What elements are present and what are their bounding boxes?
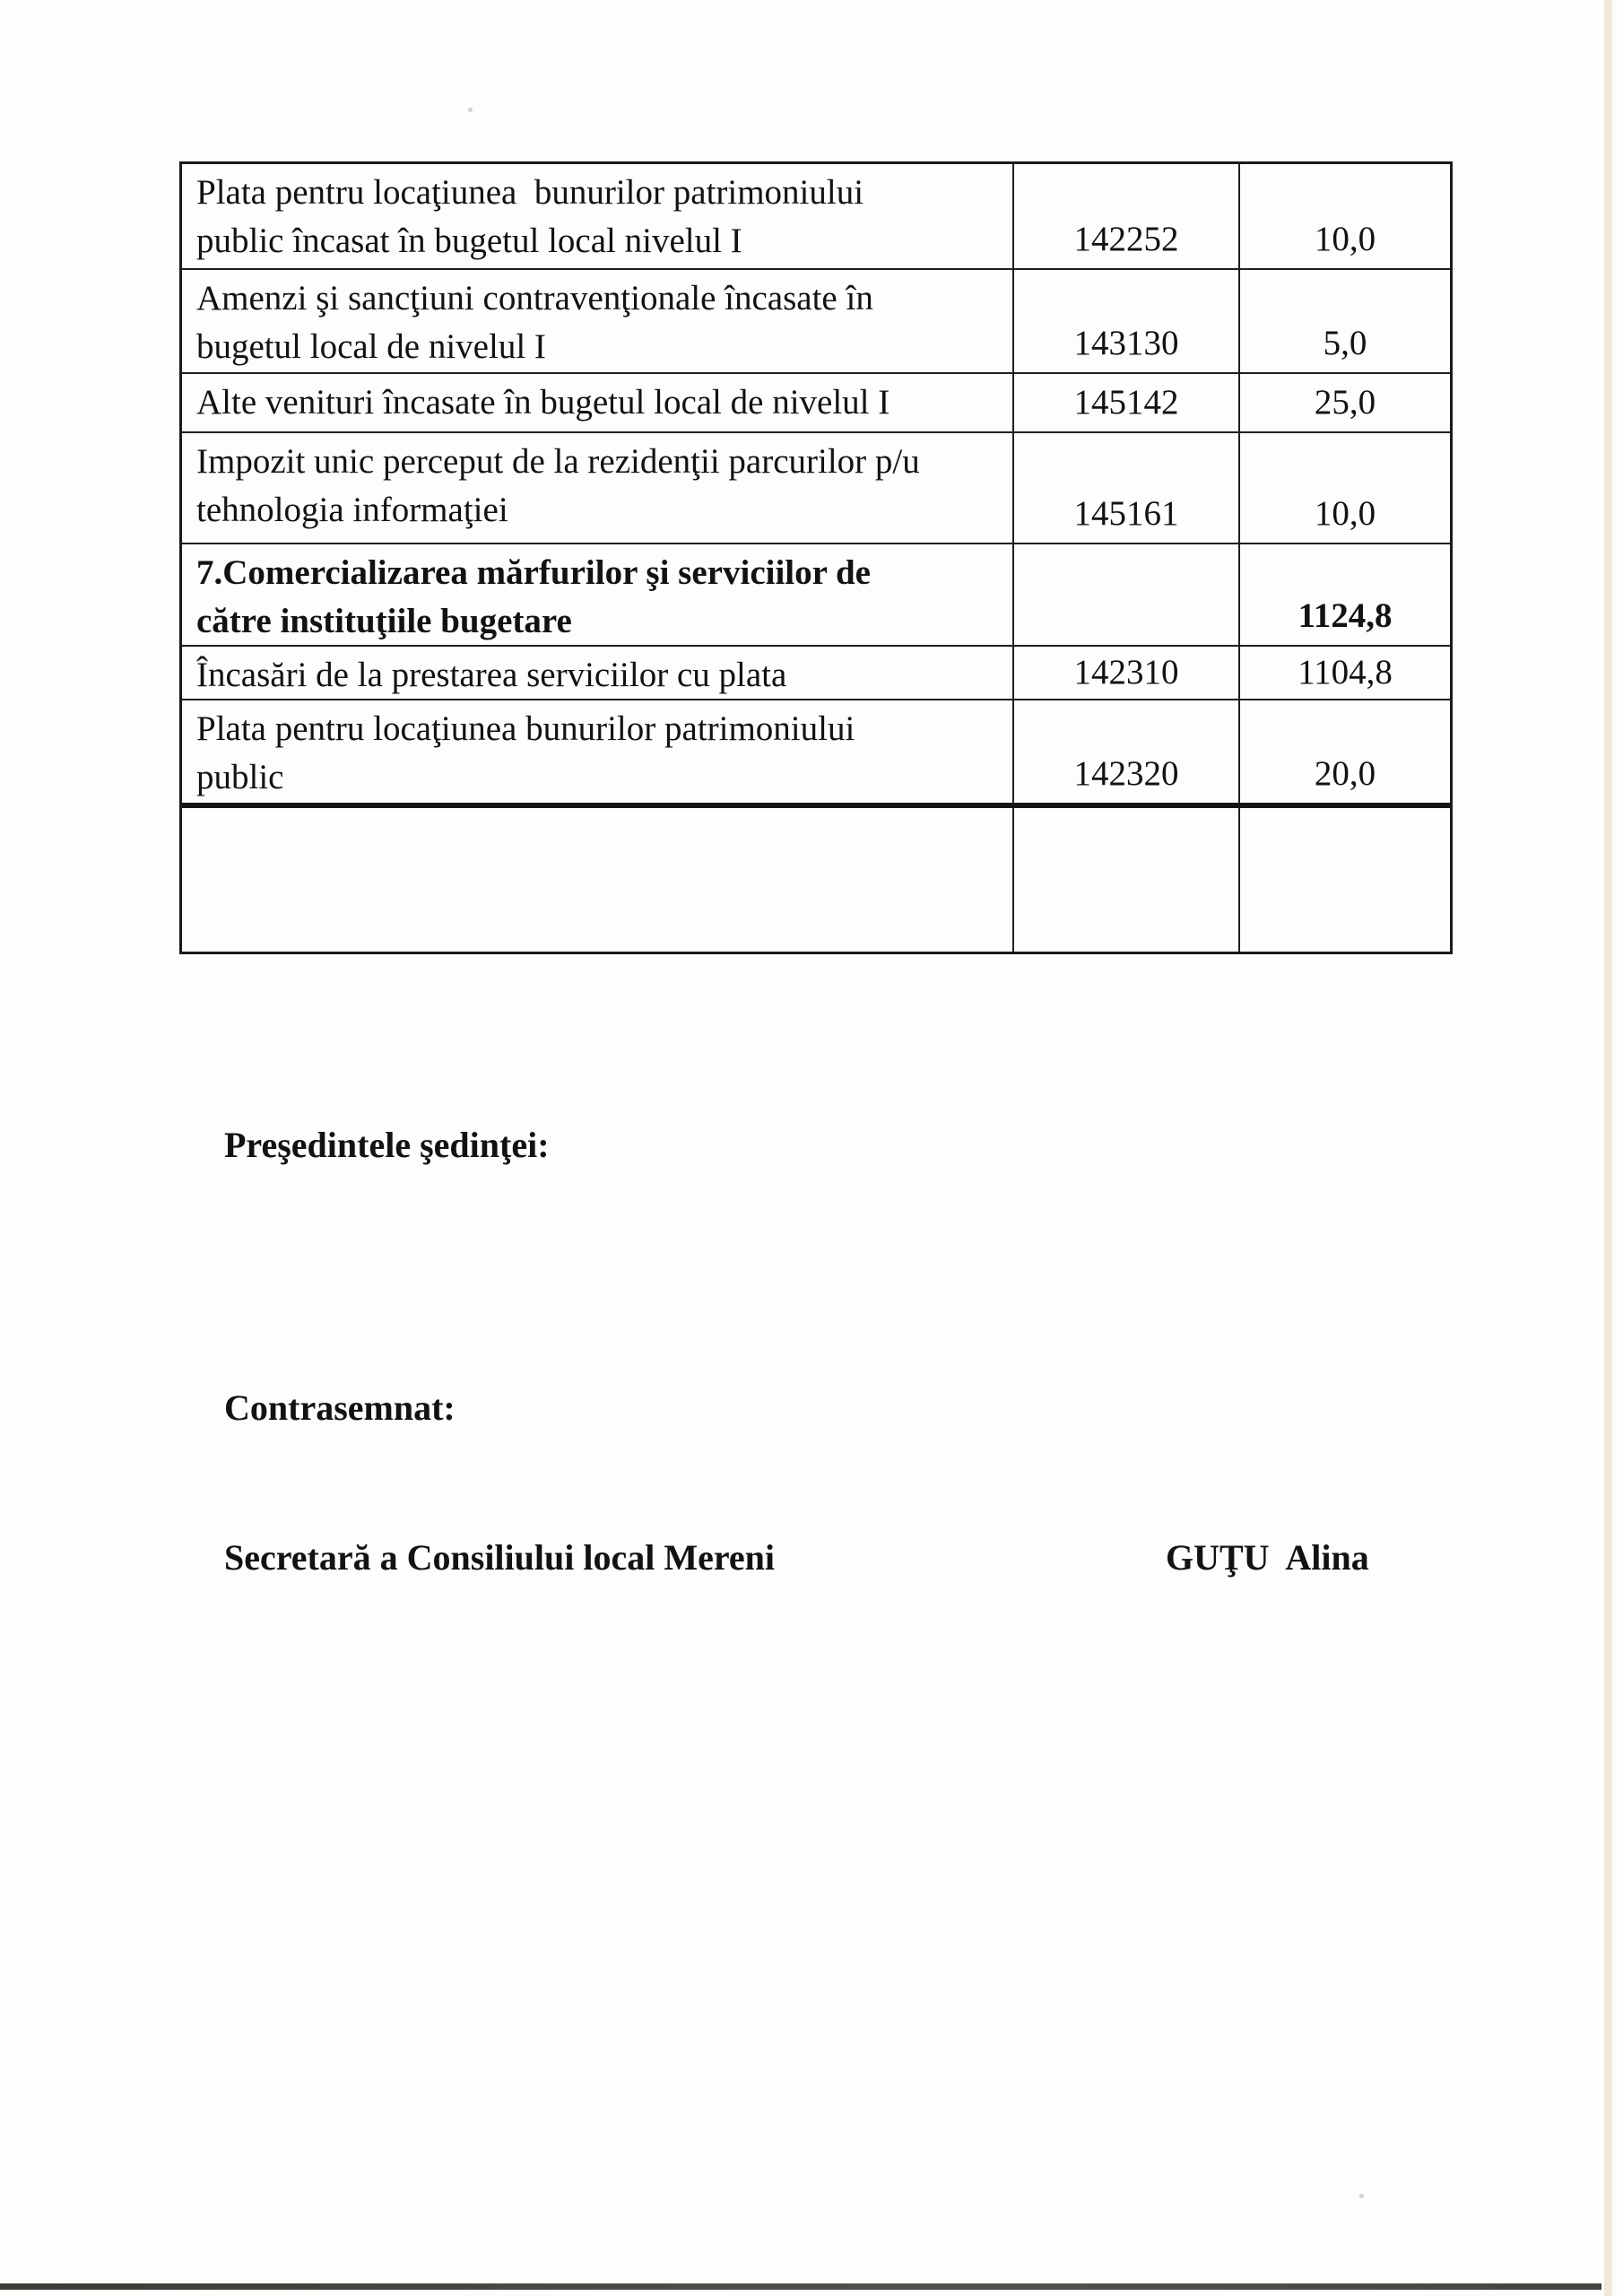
row-description-cell	[182, 164, 1012, 268]
row-code-cell: 145142	[1012, 374, 1240, 431]
row-description-cell	[182, 647, 1012, 699]
session-president-label: Preşedintele şedinţei:	[224, 1125, 550, 1165]
row-code-cell: 142252	[1012, 164, 1240, 268]
row-description-cell	[182, 700, 1012, 803]
row-description-cell	[182, 270, 1012, 372]
table-row	[182, 543, 1450, 645]
row-description-cell	[182, 544, 1012, 645]
table-row	[182, 803, 1450, 952]
description-line: Alte venituri încasate în bugetul local de nivelul I	[196, 383, 890, 422]
description-line: bugetul local de nivelul I	[196, 327, 546, 366]
description-line: Plata pentru locaţiunea bunurilor patrimoniului	[196, 173, 864, 212]
secretary-title-label: Secretară a Consiliului local Mereni	[224, 1537, 776, 1578]
row-amount-cell: 20,0	[1314, 754, 1376, 793]
table-row	[182, 268, 1450, 372]
row-code-cell: 143130	[1012, 270, 1240, 372]
budget-revenues-table	[179, 161, 1453, 954]
row-description-cell	[182, 433, 1012, 543]
row-amount-cell: 25,0	[1314, 383, 1376, 422]
row-description-cell	[182, 808, 1012, 952]
description-line: tehnologia informaţiei	[196, 491, 508, 529]
table-row	[182, 164, 1450, 268]
scan-speck	[1359, 2194, 1364, 2198]
table-row	[182, 372, 1450, 431]
scan-speck	[468, 108, 473, 112]
table-row	[182, 645, 1450, 699]
description-line: Amenzi şi sancţiuni contravenţionale încasate în	[196, 279, 873, 317]
row-amount-cell: 5,0	[1323, 324, 1367, 362]
row-amount-cell: 10,0	[1314, 220, 1376, 258]
row-code-cell	[1012, 544, 1240, 645]
scan-page-edge-right	[1604, 0, 1612, 2296]
description-line: către instituţiile bugetare	[196, 602, 572, 640]
countersigned-label: Contrasemnat:	[224, 1387, 456, 1428]
table-row	[182, 431, 1450, 543]
row-amount-cell: 10,0	[1314, 494, 1376, 533]
row-amount-cell: 1124,8	[1298, 596, 1393, 635]
row-description-cell	[182, 374, 1012, 431]
description-line: public	[196, 758, 284, 796]
description-line: Plata pentru locaţiunea bunurilor patrimoniului	[196, 709, 855, 748]
description-line: Încasări de la prestarea serviciilor cu plata	[196, 656, 787, 694]
table-row	[182, 699, 1450, 803]
row-amount-cell: 1104,8	[1298, 653, 1393, 691]
row-code-cell: 142310	[1012, 647, 1240, 699]
row-code-cell: 142320	[1012, 700, 1240, 803]
secretary-name: GUŢU Alina	[1166, 1537, 1369, 1578]
row-code-cell: 145161	[1012, 433, 1240, 543]
description-line: public încasat în bugetul local nivelul I	[196, 222, 742, 260]
row-code-cell	[1012, 808, 1240, 952]
description-line: 7.Comercializarea mărfurilor şi serviciilor de	[196, 553, 871, 592]
scan-edge-bottom	[0, 2283, 1601, 2290]
description-line: Impozit unic perceput de la rezidenţii parcurilor p/u	[196, 442, 920, 481]
row-amount-cell	[1240, 808, 1450, 952]
